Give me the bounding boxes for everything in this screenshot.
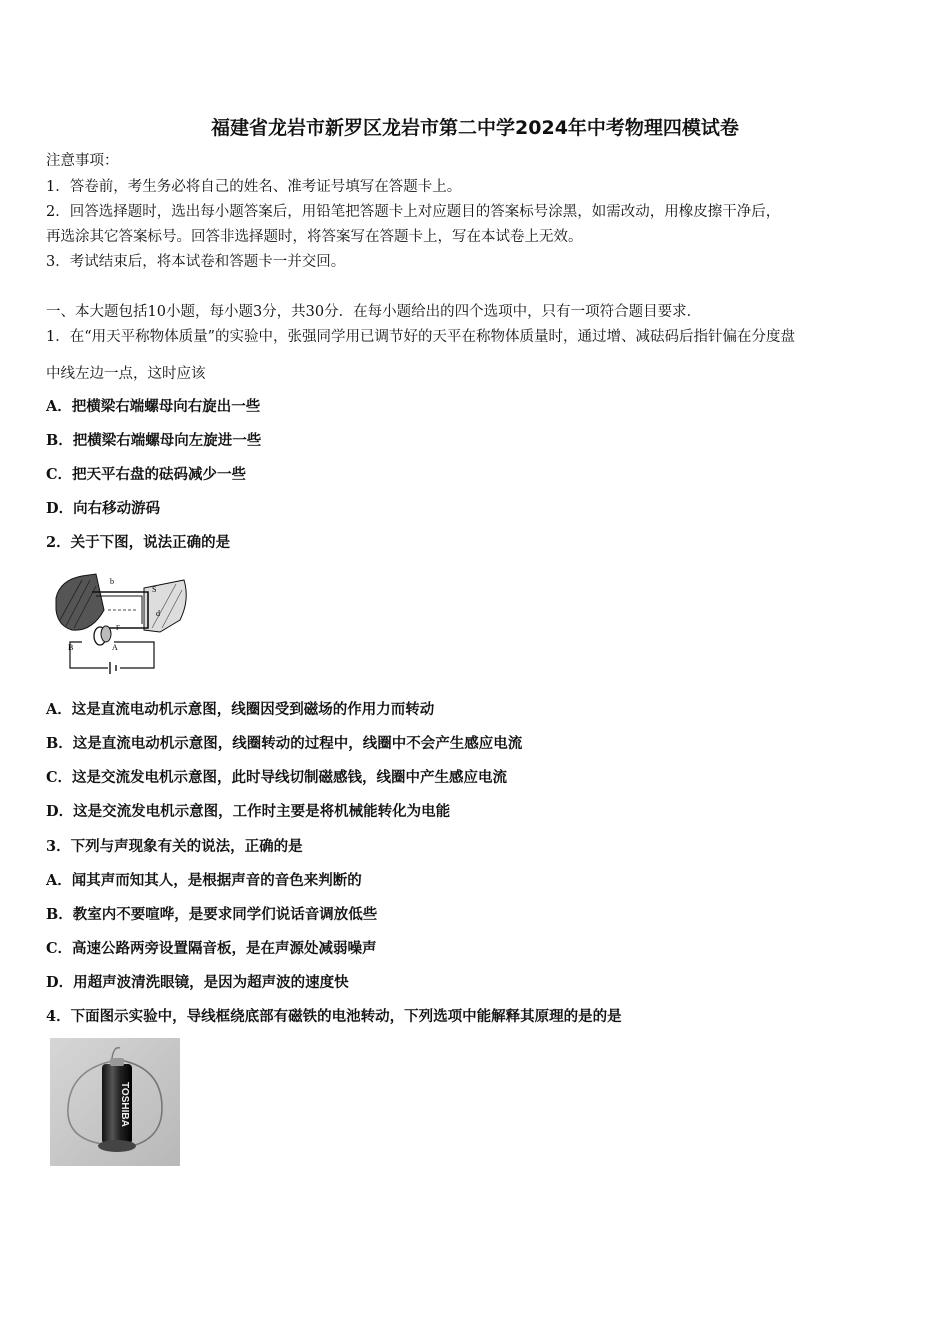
question-1-option-c: C．把天平右盘的砝码减少一些 [46, 466, 247, 483]
question-3-option-d: D．用超声波清洗眼镜，是因为超声波的速度快 [46, 974, 349, 991]
page-title: 福建省龙岩市新罗区龙岩市第二中学2024年中考物理四模试卷 [211, 117, 739, 139]
notice-item: 再选涂其它答案标号。回答非选择题时，将答案写在答题卡上，写在本试卷上无效。 [46, 229, 583, 245]
question-3-stem: 3．下列与声现象有关的说法，正确的是 [46, 838, 303, 855]
question-2-stem: 2．关于下图，说法正确的是 [46, 534, 231, 551]
question-2-option-b: B．这是直流电动机示意图，线圈转动的过程中，线圈中不会产生感应电流 [46, 735, 523, 752]
notice-item: 1．答卷前，考生务必将自己的姓名、准考证号填写在答题卡上。 [46, 179, 462, 195]
label-d: d [156, 609, 160, 618]
question-3-option-b: B．教室内不要喧哗，是要求同学们说话音调放低些 [46, 906, 378, 923]
label-B: B [68, 643, 74, 652]
question-1-option-d: D．向右移动游码 [46, 500, 161, 517]
question-1-stem: 1．在“用天平称物体质量”的实验中，张强同学用已调节好的天平在称物体质量时，通过增、减砝码后指针偏在分度盘 [46, 329, 796, 345]
notice-item: 3．考试结束后，将本试卷和答题卡一并交回。 [46, 254, 346, 270]
generator-diagram-figure [52, 570, 192, 680]
label-b: b [110, 577, 114, 586]
label-f: F [116, 624, 120, 632]
question-2-option-a: A．这是直流电动机示意图，线圈因受到磁场的作用力而转动 [46, 701, 435, 718]
question-2-option-c: C．这是交流发电机示意图，此时导线切制磁感钱，线圈中产生感应电流 [46, 769, 508, 786]
question-1-stem-cont: 中线左边一点，这时应该 [46, 366, 206, 382]
section-header: 一、本大题包括10小题，每小题3分，共30分．在每小题给出的四个选项中，只有一项符合题目要求． [46, 304, 702, 320]
battery-brand-label: TOSHIBA [119, 1082, 130, 1127]
battery-wire-photo [50, 1038, 180, 1166]
notice-item: 2．回答选择题时，选出每小题答案后，用铅笔把答题卡上对应题目的答案标号涂黑，如需改动，用橡皮擦干净后， [46, 204, 781, 220]
question-3-option-c: C．高速公路两旁设置隔音板，是在声源处减弱噪声 [46, 940, 377, 957]
question-1-option-b: B．把横梁右端螺母向左旋进一些 [46, 432, 262, 449]
question-4-stem: 4．下面图示实验中，导线框绕底部有磁铁的电池转动，下列选项中能解释其原理的是的是 [46, 1008, 622, 1025]
question-1-option-a: A．把横梁右端螺母向右旋出一些 [46, 398, 261, 415]
label-s: S [152, 585, 157, 594]
label-A: A [112, 643, 118, 652]
notice-heading: 注意事项： [46, 153, 119, 169]
question-3-option-a: A．闻其声而知其人，是根据声音的音色来判断的 [46, 872, 362, 889]
question-2-option-d: D．这是交流发电机示意图，工作时主要是将机械能转化为电能 [46, 803, 451, 820]
